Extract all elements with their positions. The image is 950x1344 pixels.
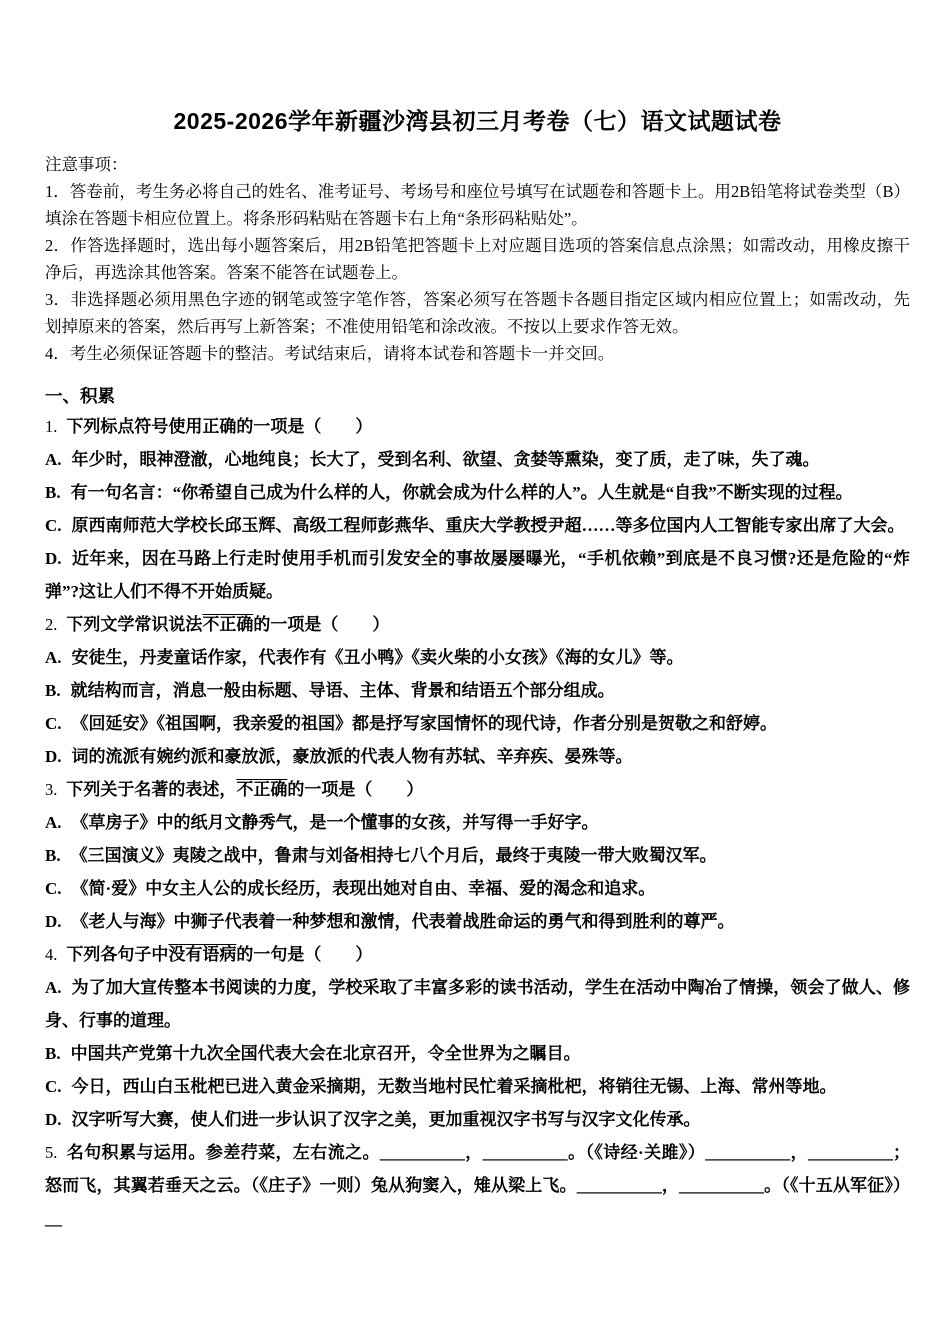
notice-heading: 注意事项：: [45, 155, 128, 174]
question-1-number: 1.: [45, 417, 58, 436]
question-3-number: 3.: [45, 780, 58, 799]
section-accumulation: [45, 382, 910, 1235]
option-text: 《老人与海》中狮子代表着一种梦想和激情，代表着战胜命运的勇气和得到胜利的尊严。: [71, 912, 735, 931]
question-2-emphasis: 不正确: [202, 615, 254, 634]
option-label: C.: [45, 516, 62, 535]
question-4-option-b: [45, 1037, 910, 1070]
question-4-text-after: 的一句是（ ）: [236, 945, 373, 964]
option-label: D.: [45, 747, 62, 766]
notice-section: [45, 151, 910, 367]
option-text: 近年来，因在马路上行走时使用手机而引发安全的事故屡屡曝光，“手机依赖”到底是不良习惯?还是危险的“炸弹”?这让人们不得不开始质疑。: [45, 549, 910, 601]
option-text: 词的流派有婉约派和豪放派，豪放派的代表人物有苏轼、辛弃疾、晏殊等。: [71, 747, 633, 766]
question-1-option-a: [45, 443, 910, 476]
question-3-stem: [45, 773, 910, 806]
option-text: 《简·爱》中女主人公的成长经历，表现出她对自由、幸福、爱的渴念和追求。: [71, 879, 656, 898]
question-1-text: 下列标点符号使用正确的一项是（ ）: [66, 417, 373, 436]
option-label: B.: [45, 681, 61, 700]
option-text: 就结构而言，消息一般由标题、导语、主体、背景和结语五个部分组成。: [70, 681, 615, 700]
option-text: 有一句名言：“你希望自己成为什么样的人，你就会成为什么样的人”。人生就是“自我”不断实现的过程。: [70, 483, 853, 502]
question-3-option-d: [45, 905, 910, 938]
notice-item-2: 2．作答选择题时，选出每小题答案后，用2B铅笔把答题卡上对应题目选项的答案信息点涂黑；如需改动，用橡皮擦干净后，再选涂其他答案。答案不能答在试题卷上。: [45, 236, 910, 282]
question-1-option-d: [45, 542, 910, 608]
option-text: 《三国演义》夷陵之战中，鲁肃与刘备相持七八个月后，最终于夷陵一带大败蜀汉军。: [70, 846, 717, 865]
question-5-number: 5.: [45, 1143, 58, 1162]
option-label: D.: [45, 549, 62, 568]
question-4-emphasis: 没有语病: [168, 945, 237, 964]
option-label: C.: [45, 714, 62, 733]
option-text: 今日，西山白玉枇杷已进入黄金采摘期，无数当地村民忙着采摘枇杷，将销往无锡、上海、常州等地。: [71, 1077, 837, 1096]
option-text: 中国共产党第十九次全国代表大会在北京召开，令全世界为之瞩目。: [70, 1044, 581, 1063]
question-4-option-d: [45, 1103, 910, 1136]
option-label: B.: [45, 1044, 61, 1063]
notice-item-1: 1．答卷前，考生务必将自己的姓名、准考证号、考场号和座位号填写在试题卷和答题卡上。用2B铅笔将试卷类型（B）填涂在答题卡相应位置上。将条形码粘贴在答题卡右上角“条形码粘贴处”。: [45, 182, 910, 228]
option-label: A.: [45, 648, 62, 667]
question-3-emphasis: 不正确: [236, 780, 288, 799]
question-3-text: 下列关于名著的表述，: [66, 780, 237, 799]
option-text: 《回延安》《祖国啊，我亲爱的祖国》都是抒写家国情怀的现代诗，作者分别是贺敬之和舒婷。: [71, 714, 778, 733]
option-label: D.: [45, 1110, 62, 1129]
question-5-stem: [45, 1136, 910, 1235]
option-text: 原西南师范大学校长邱玉辉、高级工程师彭燕华、重庆大学教授尹超……等多位国内人工智能专家出席了大会。: [71, 516, 905, 535]
section-heading: 一、积累: [45, 386, 115, 406]
question-2-number: 2.: [45, 615, 58, 634]
question-2-option-b: [45, 674, 910, 707]
option-label: A.: [45, 978, 62, 997]
question-2-option-a: [45, 641, 910, 674]
notice-item-3: 3．非选择题必须用黑色字迹的钢笔或签字笔作答，答案必须写在答题卡各题目指定区域内相应位置上；如需改动，先划掉原来的答案，然后再写上新答案；不准使用铅笔和涂改液。不按以上要求作答无效。: [45, 290, 910, 336]
question-3-option-a: [45, 806, 910, 839]
question-5-text: 名句积累与运用。参差荇菜，左右流之。__________，__________。（《诗经·关雎》）__________，__________；怒而飞，其翼若垂天之云。（《庄子》一则）兔从狗窦入，雉从梁上飞。__________，__________。（《十五从军征》）__: [45, 1143, 910, 1228]
page-title: 2025-2026学年新疆沙湾县初三月考卷（七）语文试题试卷: [173, 108, 782, 134]
question-3-text-after: 的一项是（ ）: [287, 780, 424, 799]
option-text: 安徒生，丹麦童话作家，代表作有《丑小鸭》《卖火柴的小女孩》《海的女儿》等。: [71, 648, 684, 667]
question-2-stem: [45, 608, 910, 641]
option-label: C.: [45, 1077, 62, 1096]
option-text: 为了加大宣传整本书阅读的力度，学校采取了丰富多彩的读书活动，学生在活动中陶冶了情操，领会了做人、修身、行事的道理。: [45, 978, 910, 1030]
option-label: A.: [45, 450, 62, 469]
option-label: D.: [45, 912, 62, 931]
question-2-text-after: 的一项是（ ）: [253, 615, 390, 634]
option-label: A.: [45, 813, 62, 832]
question-2-option-d: [45, 740, 910, 773]
question-4-text: 下列各句子中: [66, 945, 169, 964]
option-text: 汉字听写大赛，使人们进一步认识了汉字之美，更加重视汉字书写与汉字文化传承。: [71, 1110, 701, 1129]
option-text: 《草房子》中的纸月文静秀气，是一个懂事的女孩，并写得一手好字。: [71, 813, 599, 832]
question-4-stem: [45, 938, 910, 971]
option-text: 年少时，眼神澄澈，心地纯良；长大了，受到名利、欲望、贪婪等熏染，变了质，走了味，失了魂。: [71, 450, 820, 469]
question-4-number: 4.: [45, 945, 58, 964]
question-1-stem: [45, 410, 910, 443]
question-4-option-a: [45, 971, 910, 1037]
option-label: C.: [45, 879, 62, 898]
question-2-option-c: [45, 707, 910, 740]
option-label: B.: [45, 483, 61, 502]
option-label: B.: [45, 846, 61, 865]
question-2-text: 下列文学常识说法: [66, 615, 203, 634]
question-1-option-c: [45, 509, 910, 542]
notice-item-4: 4．考生必须保证答题卡的整洁。考试结束后，请将本试卷和答题卡一并交回。: [45, 344, 615, 363]
question-1-option-b: [45, 476, 910, 509]
question-3-option-c: [45, 872, 910, 905]
question-4-option-c: [45, 1070, 910, 1103]
question-3-option-b: [45, 839, 910, 872]
